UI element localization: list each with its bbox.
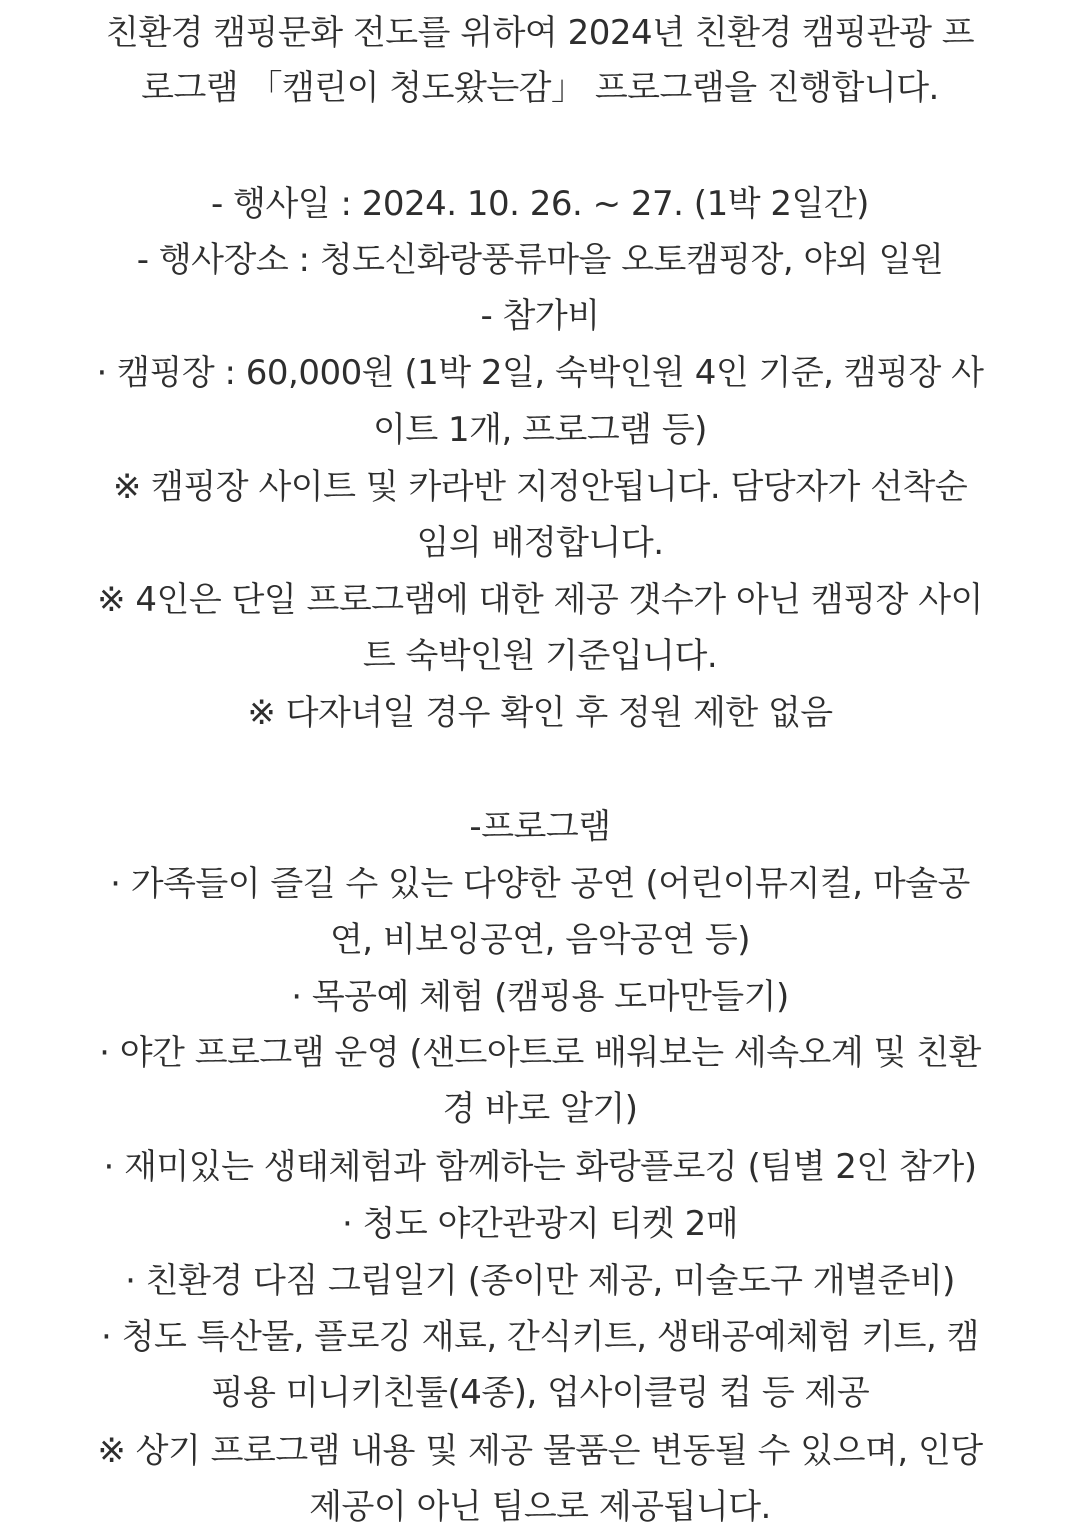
program-item-night-line-1: · 야간 프로그램 운영 (샌드아트로 배워보는 세속오계 및 친환 [99,1033,981,1073]
program-heading: -프로그램 [469,807,611,847]
event-venue: - 행사장소 : 청도신화랑풍류마을 오토캠핑장, 야외 일원 [136,240,944,280]
change-note-line-1: ※ 상기 프로그램 내용 및 제공 물품은 변동될 수 있으며, 인당 [97,1431,983,1471]
program-item-diary: · 친환경 다짐 그림일기 (종이만 제공, 미술도구 개별준비) [125,1261,955,1301]
program-item-performance-line-1: · 가족들이 즐길 수 있는 다양한 공연 (어린이뮤지컬, 마술공 [110,864,970,904]
event-date: - 행사일 : 2024. 10. 26. ~ 27. (1박 2일간) [211,184,869,224]
program-item-ticket: · 청도 야간관광지 티켓 2매 [341,1204,739,1244]
fee-detail-line-1: · 캠핑장 : 60,000원 (1박 2일, 숙박인원 4인 기준, 캠핑장 사 [96,353,984,393]
family-note: ※ 다자녀일 경우 확인 후 정원 제한 없음 [247,693,833,733]
capacity-note-line-2: 트 숙박인원 기준입니다. [362,636,718,676]
change-note-line-2: 제공이 아닌 팀으로 제공됩니다. [309,1487,771,1527]
site-note-line-1: ※ 캠핑장 사이트 및 카라반 지정안됩니다. 담당자가 선착순 [112,467,968,507]
program-item-performance-line-2: 연, 비보잉공연, 음악공연 등) [329,920,751,960]
fee-detail-line-2: 이트 1개, 프로그램 등) [373,410,707,450]
program-item-plogging: · 재미있는 생태체험과 함께하는 화랑플로깅 (팀별 2인 참가) [103,1147,977,1187]
program-item-goods-line-2: 핑용 미니키친툴(4종), 업사이클링 컵 등 제공 [210,1373,870,1413]
site-note-line-2: 임의 배정합니다. [416,523,664,563]
program-item-woodcraft: · 목공예 체험 (캠핑용 도마만들기) [291,977,789,1017]
program-item-night-line-2: 경 바로 알기) [442,1089,638,1129]
fee-heading: - 참가비 [480,296,600,336]
intro-line-2: 로그램 「캠린이 청도왔는감」 프로그램을 진행합니다. [141,68,939,108]
program-item-goods-line-1: · 청도 특산물, 플로깅 재료, 간식키트, 생태공예체험 키트, 캠 [101,1317,979,1357]
capacity-note-line-1: ※ 4인은 단일 프로그램에 대한 제공 갯수가 아닌 캠핑장 사이 [97,580,983,620]
intro-line-1: 친환경 캠핑문화 전도를 위하여 2024년 친환경 캠핑관광 프 [105,13,975,53]
